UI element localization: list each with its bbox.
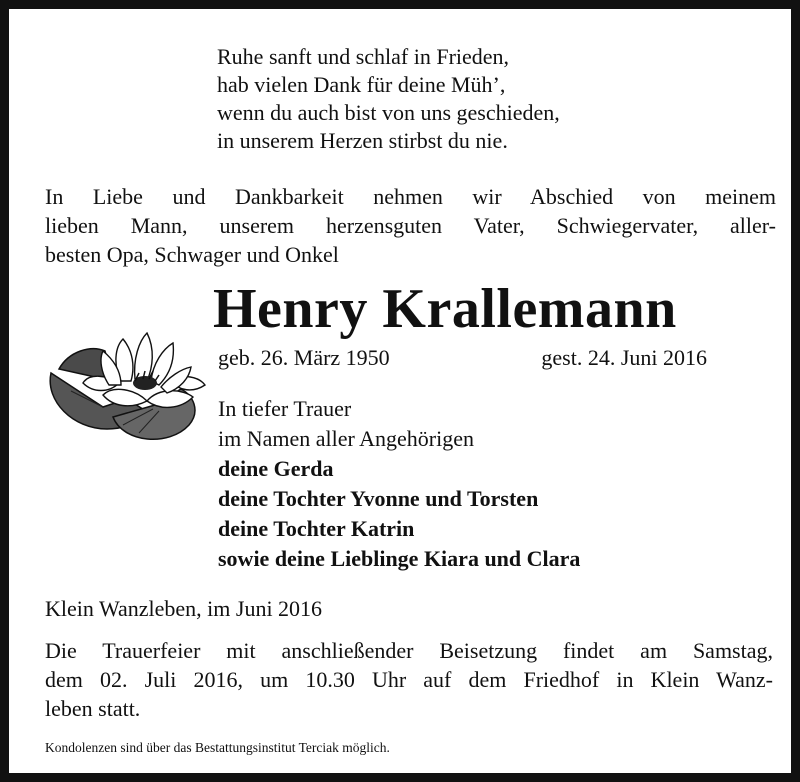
condolences-note: Kondolenzen sind über das Bestattungsinstitut Terciak möglich. — [45, 740, 390, 755]
mourning-line: im Namen aller Angehörigen — [218, 426, 474, 451]
poem-line: in unserem Herzen stirbst du nie. — [217, 128, 508, 153]
poem — [217, 43, 560, 155]
water-lily-icon — [43, 321, 209, 447]
family-member: deine Gerda — [218, 456, 334, 481]
intro-line: besten Opa, Schwager und Onkel — [45, 242, 339, 267]
poem-line: hab vielen Dank für deine Müh’, — [217, 72, 506, 97]
poem-line: wenn du auch bist von uns geschieden, — [217, 100, 560, 125]
family-member: deine Tochter Katrin — [218, 516, 415, 541]
mourners-block — [218, 394, 580, 574]
birth-date: geb. 26. März 1950 — [218, 345, 390, 370]
funeral-line: Die Trauerfeier mit anschließender Beisetzung findet am Samstag, — [45, 638, 773, 663]
life-dates — [218, 344, 707, 372]
funeral-line: leben statt. — [45, 696, 141, 721]
intro-line: lieben Mann, unserem herzensguten Vater, Schwiegervater, aller- — [45, 213, 776, 238]
mourning-line: In tiefer Trauer — [218, 396, 352, 421]
family-member: sowie deine Lieblinge Kiara und Clara — [218, 546, 581, 571]
family-member: deine Tochter Yvonne und Torsten — [218, 486, 539, 511]
deceased-name: Henry Krallemann — [213, 278, 677, 340]
funeral-line: dem 02. Juli 2016, um 10.30 Uhr auf dem Friedhof in Klein Wanz- — [45, 667, 773, 692]
death-date: gest. 24. Juni 2016 — [541, 345, 707, 370]
poem-line: Ruhe sanft und schlaf in Frieden, — [217, 44, 510, 69]
place-date: Klein Wanzleben, im Juni 2016 — [45, 596, 323, 621]
funeral-notice — [45, 636, 773, 723]
intro-line: In Liebe und Dankbarkeit nehmen wir Abschied von meinem — [45, 184, 776, 209]
intro-text — [45, 182, 776, 269]
